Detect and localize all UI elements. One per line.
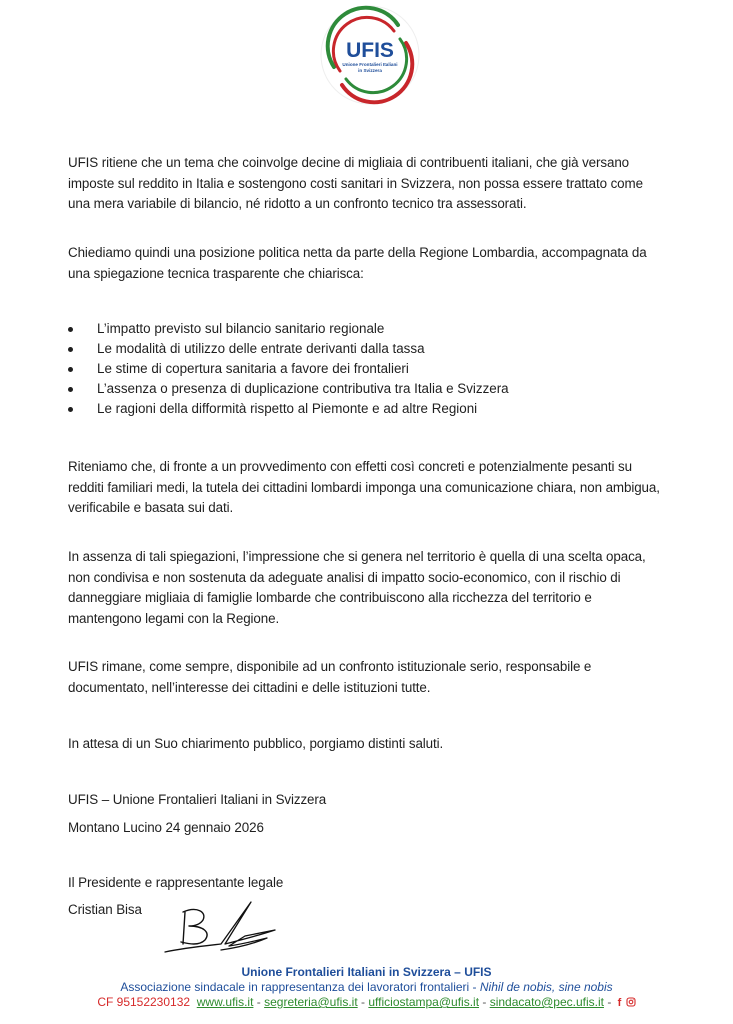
instagram-icon[interactable]	[626, 997, 636, 1007]
list-item	[68, 359, 668, 379]
logo-text: UFIS	[346, 39, 394, 62]
social-icons	[618, 995, 636, 1011]
separator: -	[482, 995, 487, 1010]
list-item-text: Le modalità di utilizzo delle entrate derivanti dalla tassa	[97, 341, 425, 356]
paragraph-availability: UFIS rimane, come sempre, disponibile ad un confronto istituzionale serio, responsabile e documentato, nell’interesse dei cittadini e delle istituzioni tutte.	[68, 659, 592, 695]
paragraph-impression: In assenza di tali spiegazioni, l’impressione che si genera nel territorio è quella di una scelta opaca, non condivisa e non sostenuta da adeguate analisi di impatto socio-economico, con il rischio di danneggiare migliaia di famiglie lombarde che contribuiscono alla ricchezza del territorio e mantengono legami con la Regione.	[68, 549, 646, 626]
list-item	[68, 399, 668, 419]
list-item-text: L’impatto previsto sul bilancio sanitario regionale	[97, 321, 385, 336]
list-item	[68, 339, 668, 359]
ufis-logo	[320, 5, 420, 105]
footer	[0, 965, 733, 1011]
list-item	[68, 379, 668, 399]
tax-code: CF 95152230132	[97, 995, 191, 1010]
footer-motto: Nihil de nobis, sine nobis	[479, 980, 613, 994]
website-link[interactable]: www.ufis.it	[196, 995, 254, 1010]
footer-title: Unione Frontalieri Italiani in Svizzera – UFIS	[241, 965, 492, 979]
list-item-text: Le ragioni della difformità rispetto al Piemonte e ad altre Regioni	[97, 401, 478, 416]
ufis-logo-emblem	[320, 5, 420, 105]
paragraph-request: Chiediamo quindi una posizione politica netta da parte della Regione Lombardia, accompagnata da una spiegazione tecnica trasparente che chiarisca:	[68, 245, 647, 281]
closing-salutation: In attesa di un Suo chiarimento pubblico, porgiamo distinti saluti.	[68, 736, 444, 751]
signer-name: Cristian Bisa	[68, 902, 142, 917]
place-date: Montano Lucino 24 gennaio 2026	[68, 820, 264, 835]
footer-association	[0, 980, 733, 995]
paragraph-intro: UFIS ritiene che un tema che coinvolge decine di migliaia di contribuenti italiani, che già versano imposte sul reddito in Italia e sostengono costi sanitari in Svizzera, non possa essere trattato come una mera variabile di bilancio, né ridotto a un confronto tecnico tra assessorati.	[68, 155, 643, 211]
logo-subtitle-2: in Svizzera	[358, 68, 382, 73]
list-item	[68, 319, 668, 339]
email-segreteria-link[interactable]: segreteria@ufis.it	[264, 995, 358, 1010]
separator: -	[607, 995, 612, 1010]
signer-role: Il Presidente e rappresentante legale	[68, 875, 284, 890]
list-item-text: L’assenza o presenza di duplicazione contributiva tra Italia e Svizzera	[97, 381, 509, 396]
footer-contacts	[0, 995, 733, 1011]
footer-association-text: Associazione sindacale in rappresentanza dei lavoratori frontalieri -	[120, 980, 480, 994]
facebook-icon[interactable]: f	[617, 997, 622, 1009]
bullet-icon	[68, 347, 73, 352]
organization-name: UFIS – Unione Frontalieri Italiani in Svizzera	[68, 792, 327, 807]
logo-subtitle-1: Unione Frontalieri Italiani	[342, 62, 398, 67]
bullet-icon	[68, 367, 73, 372]
signature-icon	[163, 900, 283, 958]
request-list	[68, 319, 668, 419]
bullet-icon	[68, 327, 73, 332]
bullet-icon	[68, 407, 73, 412]
email-pec-link[interactable]: sindacato@pec.ufis.it	[489, 995, 604, 1010]
list-item-text: Le stime di copertura sanitaria a favore dei frontalieri	[97, 361, 409, 376]
paragraph-protection: Riteniamo che, di fronte a un provvedimento con effetti così concreti e potenzialmente pesanti su redditi familiari medi, la tutela dei cittadini lombardi imponga una comunicazione chiara, non ambigua, verificabile e basata sui dati.	[68, 459, 660, 515]
signature	[163, 900, 283, 958]
bullet-icon	[68, 387, 73, 392]
separator: -	[361, 995, 366, 1010]
separator: -	[256, 995, 261, 1010]
email-ufficiostampa-link[interactable]: ufficiostampa@ufis.it	[368, 995, 480, 1010]
